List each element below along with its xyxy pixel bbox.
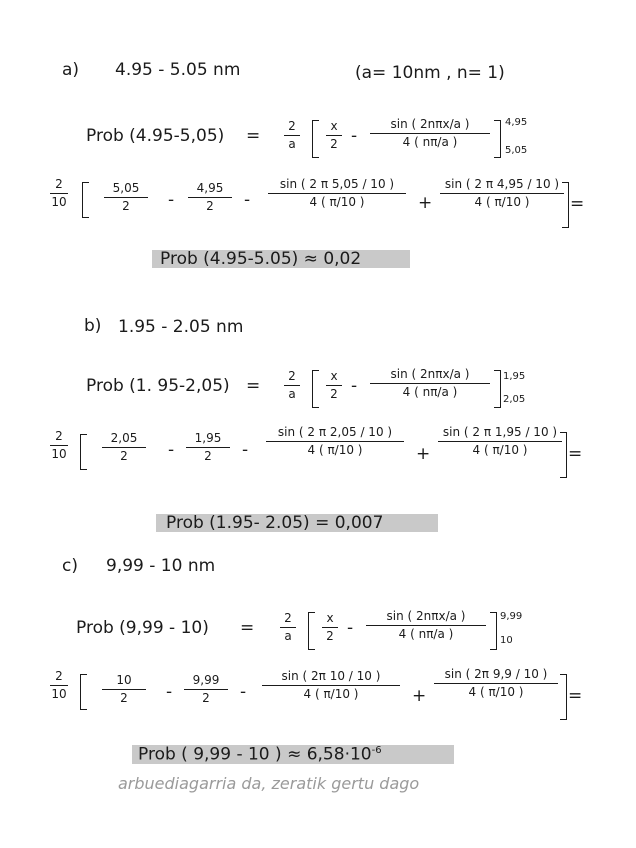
c-x-over-2: x 2	[322, 612, 338, 643]
b-equals-end: =	[568, 444, 583, 464]
a-bracket2-right	[562, 182, 569, 228]
c-coef: 2 10	[51, 669, 67, 702]
b-equals: =	[246, 376, 261, 396]
b-term1: 2,05 2	[102, 432, 146, 463]
b-prob-label: Prob (1. 95-2,05)	[86, 376, 230, 396]
a-plus: +	[418, 193, 433, 213]
b-minus: -	[351, 376, 358, 396]
c-equals: =	[240, 618, 255, 638]
b-bracket2-right	[560, 432, 567, 478]
section-c-heading: c)	[62, 556, 78, 576]
b-x-over-2: x 2	[326, 370, 342, 401]
a-x-over-2: x 2	[326, 120, 342, 151]
c-plus: +	[412, 686, 427, 706]
c-lower-limit: 10	[500, 635, 513, 646]
b-sin-fraction: sin ( 2nπx/a ) 4 ( nπ/a )	[370, 368, 490, 399]
b-upper-limit: 1,95	[503, 371, 526, 382]
a-bracket-left	[312, 120, 319, 158]
c-equals-end: =	[568, 686, 583, 706]
a-lower-limit: 5,05	[505, 145, 528, 156]
c-bracket-left	[308, 612, 315, 650]
c-minus-3: -	[240, 682, 247, 702]
a-upper-limit: 4,95	[505, 117, 528, 128]
c-bracket-right	[490, 612, 497, 650]
a-bracket-right	[494, 120, 501, 158]
b-bracket2-left	[80, 434, 87, 470]
c-prob-label: Prob (9,99 - 10)	[76, 618, 209, 638]
c-minus: -	[347, 618, 354, 638]
a-minus-2: -	[168, 190, 175, 210]
b-minus-2: -	[168, 440, 175, 460]
a-sin-term2: sin ( 2 π 4,95 / 10 ) 4 ( π/10 )	[440, 178, 564, 209]
c-upper-limit: 9,99	[500, 611, 523, 622]
c-result-exponent: -6	[371, 745, 382, 756]
a-term1: 5,05 2	[104, 182, 148, 213]
a-term2: 4,95 2	[188, 182, 232, 213]
c-bracket2-right	[560, 674, 567, 720]
a-prob-label: Prob (4.95-5,05)	[86, 126, 225, 146]
b-plus: +	[416, 444, 431, 464]
b-result: Prob (1.95- 2.05) = 0,007	[166, 513, 384, 533]
c-result	[138, 746, 382, 764]
c-result-text: Prob ( 9,99 - 10 ) ≈ 6,58·10	[138, 744, 372, 765]
b-bracket-left	[312, 370, 319, 408]
b-lower-limit: 2,05	[503, 394, 526, 405]
c-two-over-a: 2 a	[280, 612, 296, 643]
section-b-heading: b)	[84, 316, 102, 336]
b-minus-3: -	[242, 440, 249, 460]
a-minus: -	[351, 126, 358, 146]
section-b-range: 1.95 - 2.05 nm	[118, 317, 244, 337]
c-sin-term2: sin ( 2π 9,9 / 10 ) 4 ( π/10 )	[434, 668, 558, 699]
a-minus-3: -	[244, 190, 251, 210]
a-sin-term1: sin ( 2 π 5,05 / 10 ) 4 ( π/10 )	[268, 178, 406, 209]
c-sin-term1: sin ( 2π 10 / 10 ) 4 ( π/10 )	[262, 670, 400, 701]
b-sin-term1: sin ( 2 π 2,05 / 10 ) 4 ( π/10 )	[266, 426, 404, 457]
a-equals: =	[246, 126, 261, 146]
c-term1: 10 2	[102, 674, 146, 705]
b-two-over-a: 2 a	[284, 370, 300, 401]
b-bracket-right	[494, 370, 501, 408]
a-result: Prob (4.95-5.05) ≈ 0,02	[160, 249, 362, 269]
c-term2: 9,99 2	[184, 674, 228, 705]
a-coef: 2 10	[51, 177, 67, 210]
section-a-range: 4.95 - 5.05 nm	[115, 60, 241, 80]
section-c-range: 9,99 - 10 nm	[106, 556, 216, 576]
section-a-params: (a= 10nm , n= 1)	[355, 63, 505, 83]
a-two-over-a: 2 a	[284, 120, 300, 151]
c-bracket2-left	[80, 674, 87, 710]
section-a-heading: a)	[62, 60, 80, 80]
b-term2: 1,95 2	[186, 432, 230, 463]
a-sin-fraction: sin ( 2nπx/a ) 4 ( nπ/a )	[370, 118, 490, 149]
c-handwritten-note: arbuediagarria da, zeratik gertu dago	[118, 774, 420, 793]
c-sin-fraction: sin ( 2nπx/a ) 4 ( nπ/a )	[366, 610, 486, 641]
a-equals-end: =	[570, 194, 585, 214]
c-minus-2: -	[166, 682, 173, 702]
b-sin-term2: sin ( 2 π 1,95 / 10 ) 4 ( π/10 )	[438, 426, 562, 457]
b-coef: 2 10	[51, 429, 67, 462]
a-bracket2-left	[82, 182, 89, 218]
